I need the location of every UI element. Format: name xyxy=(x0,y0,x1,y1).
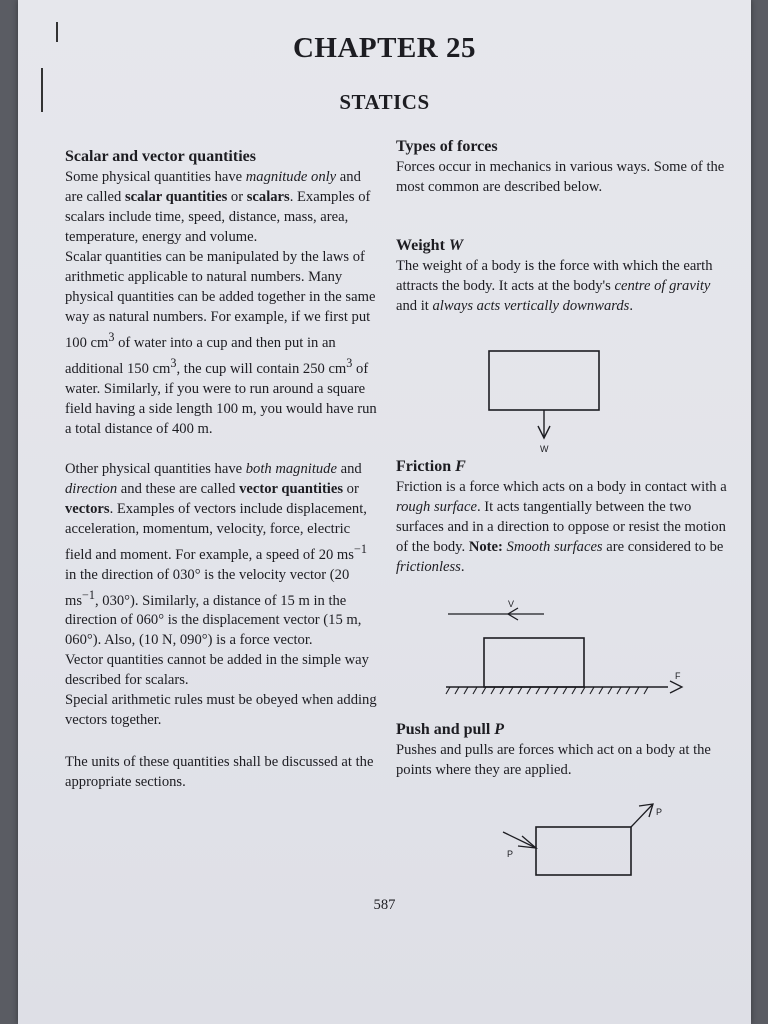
heading-scalar-vector: Scalar and vector quantities xyxy=(65,148,256,165)
rough-surface-hatching xyxy=(446,687,648,694)
chapter-title: CHAPTER 25 xyxy=(292,32,477,64)
friction-force-label: F xyxy=(675,671,681,681)
push-pull-diagram xyxy=(473,795,673,885)
push-arrow-head xyxy=(518,836,536,848)
left-column xyxy=(65,147,380,792)
friction-velocity-label: V xyxy=(508,599,515,609)
paragraph-push-pull: Pushes and pulls are forces which act on a body at the points where they are applied. xyxy=(396,742,711,778)
pull-label: P xyxy=(656,807,663,817)
section-title: STATICS xyxy=(339,90,430,114)
heading-push-pull: Push and pull P xyxy=(396,721,505,738)
friction-arrow-head xyxy=(670,681,682,693)
heading-friction: Friction F xyxy=(396,458,466,475)
heading-weight: Weight W xyxy=(396,237,464,254)
heading-types-of-forces: Types of forces xyxy=(396,138,498,155)
weight-label: W xyxy=(540,444,549,454)
section-friction xyxy=(396,457,731,577)
paragraph-vector-rules: Special arithmetic rules must be obeyed when adding vectors together. xyxy=(65,692,377,729)
weight-body-box xyxy=(489,351,599,410)
section-types-of-forces xyxy=(396,137,731,197)
book-page xyxy=(18,0,751,1024)
friction-body-box xyxy=(484,638,584,687)
friction-diagram xyxy=(438,595,688,700)
paragraph-types-of-forces: Forces occur in mechanics in various ways. Some of the most common are described below. xyxy=(396,159,725,195)
paragraph-vectors: Other physical quantities have both magnitude and direction and these are called vector quantities or vectors. Examples of vectors include displacement, acceleration, momentum, velocity, force, electric field and moment. For example, a speed of 20 $ms^{-1}$ in the direction of 030° is the velocity vector (20 $ms^{-1}$, 030°). Similarly, a distance of 15 m in the direction of 060° is the displacement vector (15 m, 060°). Also, (10 N, 090°) is a force vector. xyxy=(65,460,367,649)
paragraph-weight: The weight of a body is the force with which the earth attracts the body. It acts at the body's centre of gravity and it always acts vertically downwards. xyxy=(396,258,713,314)
paragraph-scalar-arithmetic: Scalar quantities can be manipulated by the laws of arithmetic applicable to natural numbers. Many physical quantities can be added together in the same way as natural numbers. For example, if we first put 100 $cm^3$ of water into a cup and then put in an additional 150 $cm^3$, the cup will contain 250 $cm^3$ of water. Similarly, if you were to run around a square field having a side length 100 m, you would have run a total distance of 400 m. xyxy=(65,249,377,437)
paragraph-vector-addition: Vector quantities cannot be added in the simple way described for scalars. xyxy=(65,652,369,689)
paragraph-units: The units of these quantities shall be discussed at the appropriate sections. xyxy=(65,754,374,791)
section-weight xyxy=(396,236,731,316)
page-number: 587 xyxy=(373,897,396,913)
paragraph-scalars-intro: Some physical quantities have magnitude only and are called scalar quantities or scalars. Examples of scalars include time, speed, distance, mass, area, temperature, energy and volume. xyxy=(65,169,371,245)
push-label: P xyxy=(507,849,514,859)
section-push-pull xyxy=(396,720,731,780)
push-pull-body-box xyxy=(536,827,631,875)
weight-diagram xyxy=(478,345,628,460)
paragraph-friction: Friction is a force which acts on a body in contact with a rough surface. It acts tangentially between the two surfaces and in a direction to oppose or resist the motion of the body. Note: Smooth surfaces are considered to be frictionless. xyxy=(396,479,727,575)
